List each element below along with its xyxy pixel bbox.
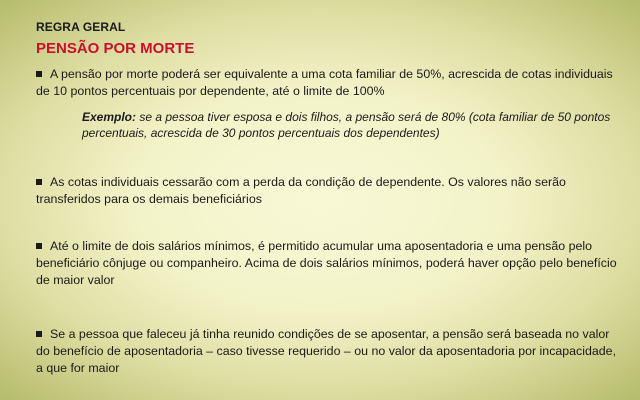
example-note (82, 109, 626, 141)
square-bullet-icon (36, 71, 42, 77)
section-title: PENSÃO POR MORTE (36, 40, 195, 57)
example-label: Exemplo: (82, 110, 137, 124)
square-bullet-icon (36, 179, 42, 185)
info-panel (36, 20, 626, 377)
section-label: REGRA GERAL (36, 20, 126, 34)
list-item (36, 66, 626, 100)
list-item (36, 238, 626, 289)
list-item (36, 174, 626, 208)
square-bullet-icon (36, 331, 42, 337)
example-text: se a pessoa tiver esposa e dois filhos, a pensão será de 80% (cota familiar de 50 pontos percentuais, acrescida de 30 pontos percentuais dos dependentes) (82, 110, 611, 140)
list-item-text: Até o limite de dois salários mínimos, é permitido acumular uma aposentadoria e uma pensão pelo beneficiário cônjuge ou companheiro. Acima de dois salários mínimos, poderá haver opção pelo benefício de maior valor (36, 239, 617, 287)
square-bullet-icon (36, 243, 42, 249)
list-item (36, 326, 626, 377)
list-item-text: Se a pessoa que faleceu já tinha reunido condições de se aposentar, a pensão será baseada no valor do benefício de aposentadoria – caso tivesse requerido – ou no valor da aposentadoria por incapacidade, a que for maior (36, 327, 617, 375)
list-item-text: A pensão por morte poderá ser equivalente a uma cota familiar de 50%, acrescida de cotas individuais de 10 pontos percentuais por dependente, até o limite de 100% (36, 67, 613, 98)
list-item-text: As cotas individuais cessarão com a perda da condição de dependente. Os valores não serão transferidos para os demais beneficiários (36, 175, 566, 206)
